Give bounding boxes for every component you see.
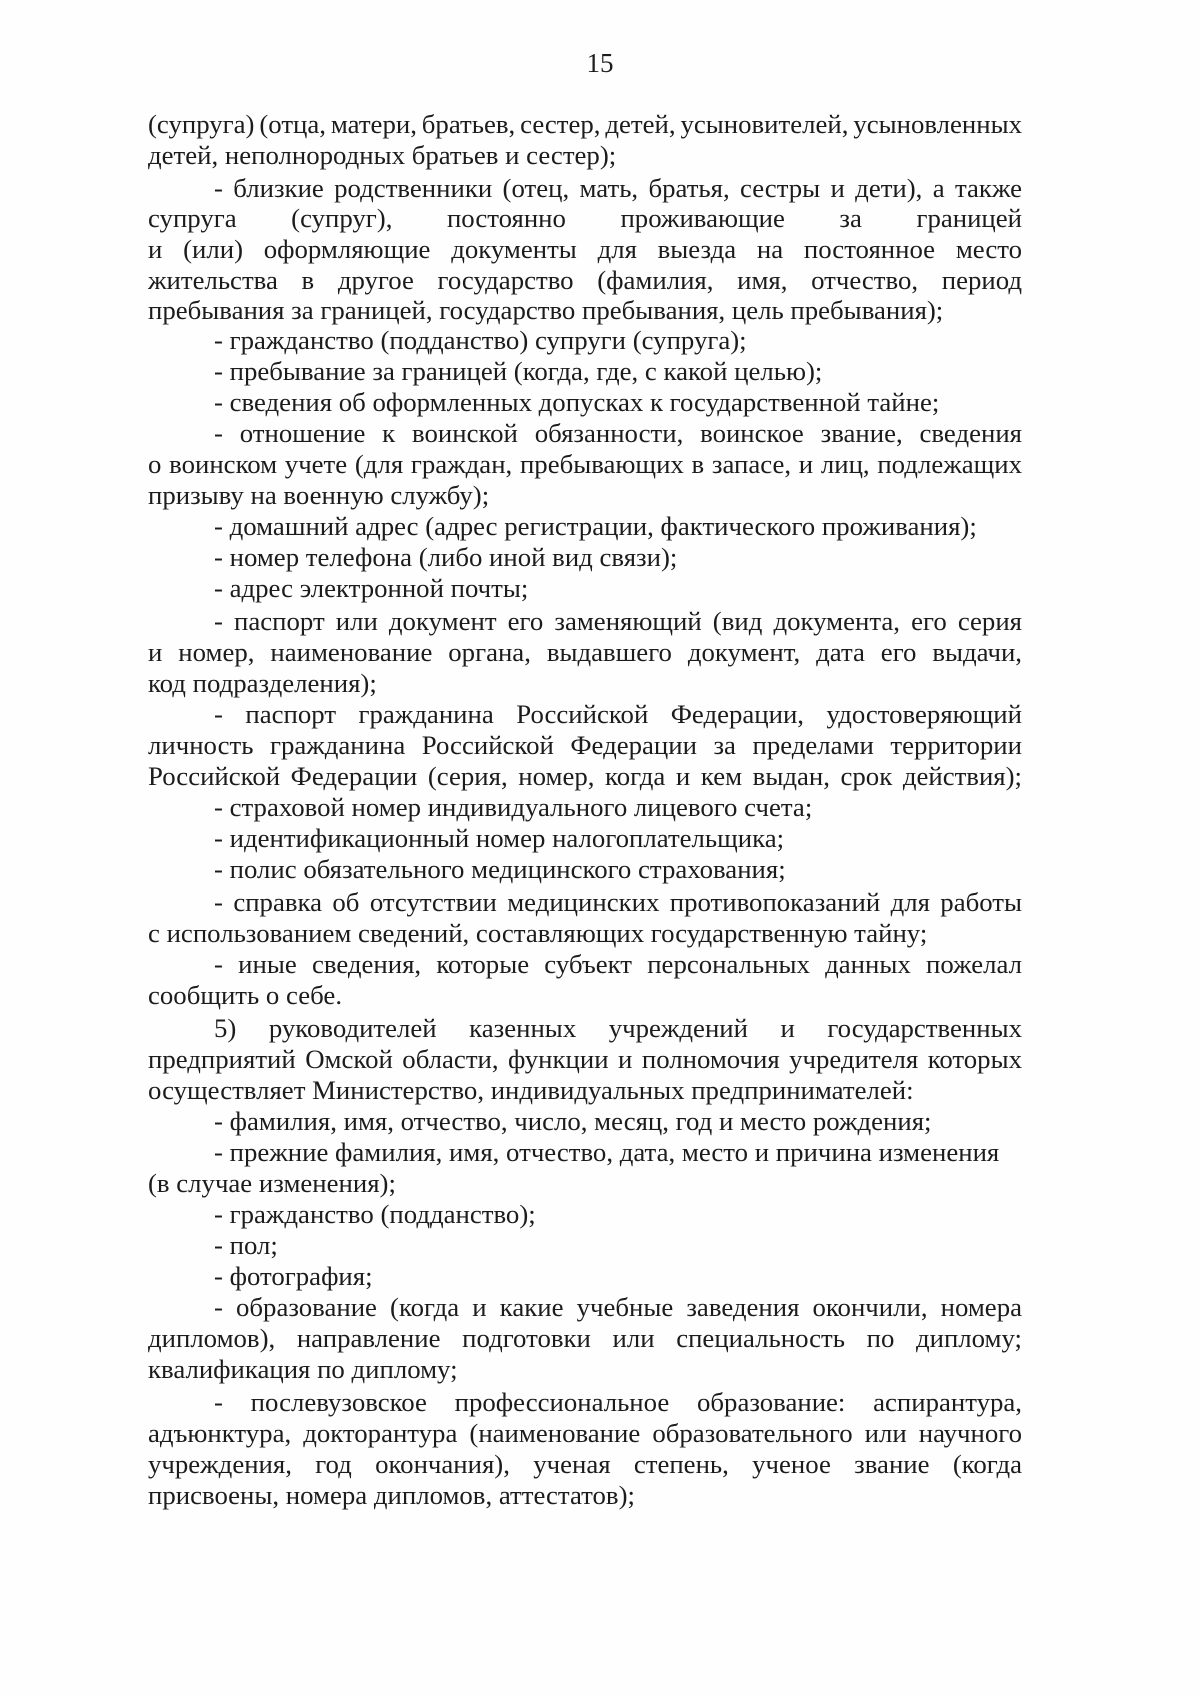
text-line: - пол;	[214, 1230, 278, 1260]
text-line: с использованием сведений, составляющих государственную тайну;	[148, 918, 928, 948]
text-line: - полис обязательного медицинского страхования;	[214, 854, 786, 884]
text-line: - идентификационный номер налогоплательщика;	[214, 823, 785, 853]
text-line: - сведения об оформленных допусках к государственной тайне;	[214, 387, 940, 417]
text-line: - отношение к воинской обязанности, воинское звание, сведения	[214, 418, 1022, 448]
text-line: призыву на военную службу);	[148, 480, 490, 510]
text-line: пребывания за границей, государство пребывания, цель пребывания);	[148, 295, 944, 325]
text-line: - близкие родственники (отец, мать, братья, сестры и дети), а также	[214, 173, 1022, 203]
text-line: - страховой номер индивидуального лицевого счета;	[214, 792, 813, 822]
page-number: 15	[586, 48, 614, 78]
text-line: - иные сведения, которые субъект персональных данных пожелал	[214, 949, 1022, 979]
text-line: сообщить о себе.	[148, 980, 343, 1010]
text-line: - паспорт гражданина Российской Федерации, удостоверяющий	[214, 699, 1022, 729]
text-line: - номер телефона (либо иной вид связи);	[214, 542, 678, 572]
text-line: - гражданство (подданство) супруги (супруга);	[214, 325, 747, 355]
text-line: (супруга) (отца, матери, братьев, сестер, детей, усыновителей, усыновленных	[148, 109, 1022, 139]
text-line: (в случае изменения);	[148, 1168, 396, 1198]
text-line: - образование (когда и какие учебные заведения окончили, номера	[214, 1292, 1022, 1322]
text-line: квалификация по диплому;	[148, 1354, 458, 1384]
text-line: адъюнктура, докторантура (наименование образовательного или научного	[148, 1418, 1022, 1448]
text-line: учреждения, год окончания), ученая степень, ученое звание (когда	[148, 1449, 1022, 1479]
text-line: - домашний адрес (адрес регистрации, фактического проживания);	[214, 511, 977, 541]
text-line: код подразделения);	[148, 668, 377, 698]
text-line: Российской Федерации (серия, номер, когда и кем выдан, срок действия);	[148, 761, 1022, 791]
text-line: детей, неполнородных братьев и сестер);	[148, 140, 617, 170]
text-line: супруга (супруг), постоянно проживающие за границей	[148, 203, 1022, 233]
text-line: - фотография;	[214, 1261, 373, 1291]
text-line: - адрес электронной почты;	[214, 573, 529, 603]
text-line: - пребывание за границей (когда, где, с какой целью);	[214, 356, 823, 386]
text-line: - справка об отсутствии медицинских противопоказаний для работы	[214, 887, 1022, 917]
text-line: и номер, наименование органа, выдавшего документ, дата его выдачи,	[148, 637, 1022, 667]
text-line: присвоены, номера дипломов, аттестатов);	[148, 1480, 635, 1510]
text-line: дипломов), направление подготовки или специальность по диплому;	[148, 1323, 1022, 1353]
text-line: - паспорт или документ его заменяющий (вид документа, его серия	[214, 606, 1022, 636]
text-line: и (или) оформляющие документы для выезда на постоянное место	[148, 234, 1022, 264]
text-line: осуществляет Министерство, индивидуальных предпринимателей:	[148, 1075, 914, 1105]
text-line: личность гражданина Российской Федерации за пределами территории	[148, 730, 1022, 760]
text-line: - гражданство (подданство);	[214, 1199, 536, 1229]
text-line: - фамилия, имя, отчество, число, месяц, год и место рождения;	[214, 1106, 932, 1136]
text-line: - послевузовское профессиональное образование: аспирантура,	[214, 1387, 1022, 1417]
text-line: - прежние фамилия, имя, отчество, дата, место и причина изменения	[214, 1137, 1000, 1167]
text-line: предприятий Омской области, функции и полномочия учредителя которых	[148, 1044, 1022, 1074]
text-line: 5) руководителей казенных учреждений и государственных	[214, 1013, 1022, 1043]
text-line: жительства в другое государство (фамилия, имя, отчество, период	[148, 265, 1022, 295]
text-line: о воинском учете (для граждан, пребывающих в запасе, и лиц, подлежащих	[148, 449, 1022, 479]
